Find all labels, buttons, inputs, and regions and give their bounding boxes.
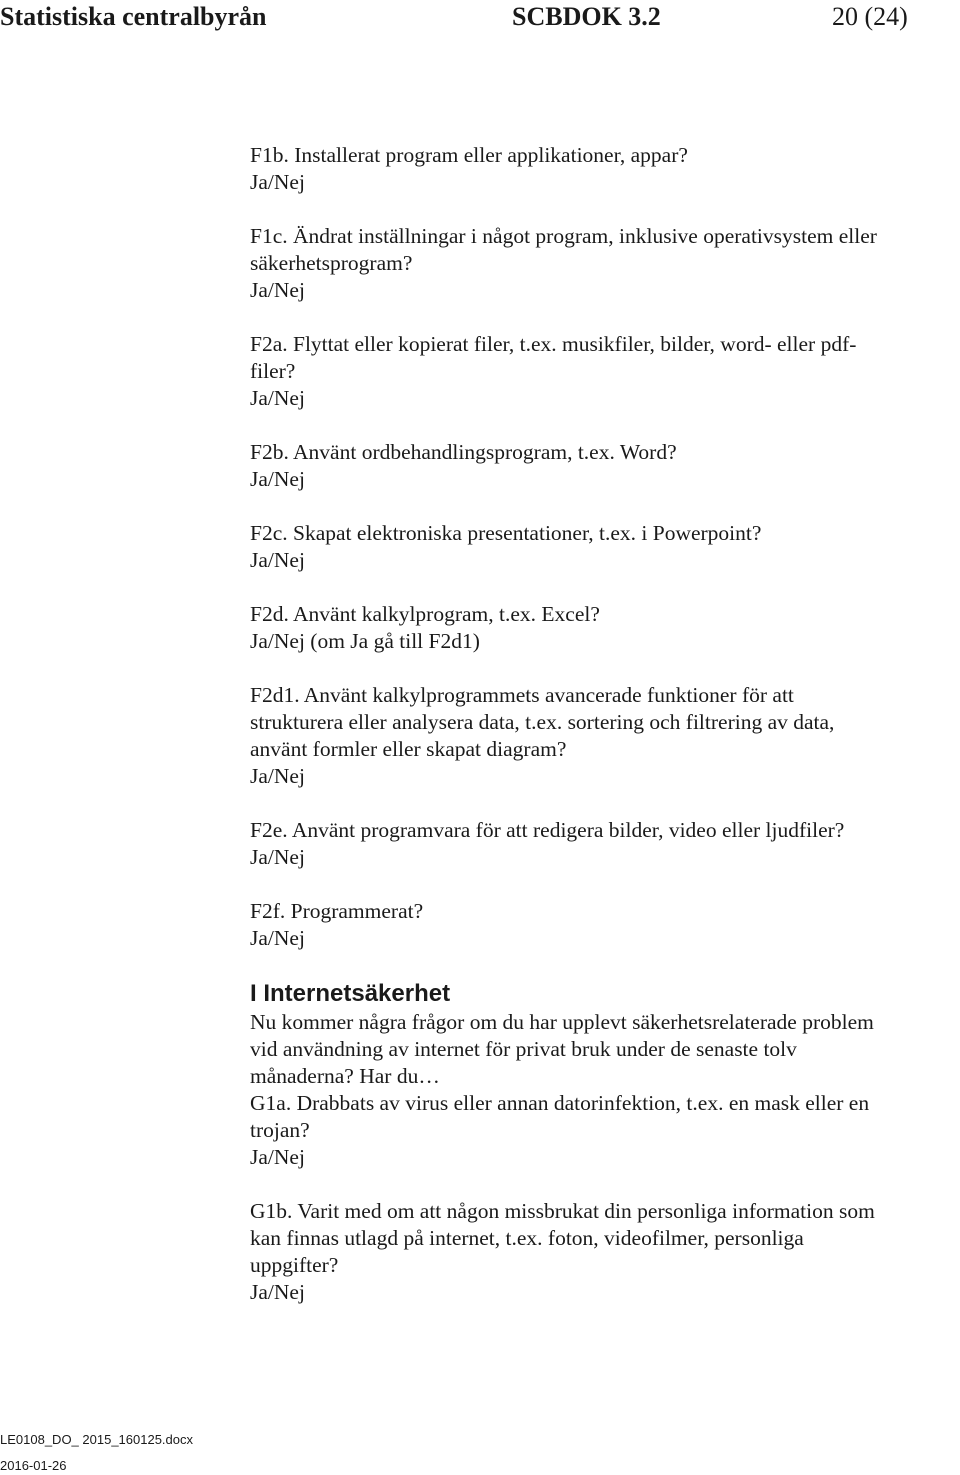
question-text: F2f. Programmerat? — [250, 899, 424, 923]
question-text: F2e. Använt programvara för att redigera bilder, video eller ljudfiler? — [250, 818, 845, 842]
answer-options: Ja/Nej — [250, 467, 305, 491]
section-question-list — [250, 1090, 950, 1306]
question-text: F1b. Installerat program eller applikationer, appar? — [250, 143, 688, 167]
footer-filename: LE0108_DO_ 2015_160125.docx — [0, 1432, 193, 1447]
org-name: Statistiska centralbyrån — [0, 2, 267, 31]
question-text: F1c. Ändrat inställningar i något program, inklusive operativsystem eller — [250, 224, 877, 248]
question-item — [250, 1090, 950, 1171]
answer-options: Ja/Nej — [250, 926, 305, 950]
question-text: F2d. Använt kalkylprogram, t.ex. Excel? — [250, 602, 600, 626]
answer-options: Ja/Nej — [250, 845, 305, 869]
section-intro — [250, 1009, 950, 1090]
question-text: G1a. Drabbats av virus eller annan datorinfektion, t.ex. en mask eller en — [250, 1091, 870, 1115]
question-item — [250, 439, 950, 493]
document-id: SCBDOK 3.2 — [512, 2, 661, 31]
question-text: filer? — [250, 359, 296, 383]
question-item — [250, 331, 950, 412]
question-text: F2c. Skapat elektroniska presentationer, t.ex. i Powerpoint? — [250, 521, 762, 545]
answer-options: Ja/Nej — [250, 764, 305, 788]
question-text: strukturera eller analysera data, t.ex. sortering och filtrering av data, — [250, 710, 835, 734]
question-item — [250, 1198, 950, 1306]
intro-text: Nu kommer några frågor om du har upplevt säkerhetsrelaterade problem — [250, 1010, 874, 1034]
question-text: G1b. Varit med om att någon missbrukat din personliga information som — [250, 1199, 875, 1223]
question-item — [250, 520, 950, 574]
intro-text: månaderna? Har du… — [250, 1064, 440, 1088]
footer-date: 2016-01-26 — [0, 1458, 67, 1473]
question-list — [250, 142, 950, 952]
question-text: F2b. Använt ordbehandlingsprogram, t.ex. Word? — [250, 440, 677, 464]
answer-options: Ja/Nej (om Ja gå till F2d1) — [250, 629, 480, 653]
question-text: använt formler eller skapat diagram? — [250, 737, 567, 761]
question-item — [250, 817, 950, 871]
page-number: 20 (24) — [832, 2, 908, 31]
section-title: I Internetsäkerhet — [250, 980, 451, 1007]
question-text: uppgifter? — [250, 1253, 339, 1277]
question-item — [250, 601, 950, 655]
question-text: trojan? — [250, 1118, 310, 1142]
question-text: säkerhetsprogram? — [250, 251, 413, 275]
question-item — [250, 898, 950, 952]
answer-options: Ja/Nej — [250, 170, 305, 194]
intro-text: vid användning av internet för privat bruk under de senaste tolv — [250, 1037, 797, 1061]
questionnaire-body — [250, 142, 950, 1333]
answer-options: Ja/Nej — [250, 278, 305, 302]
answer-options: Ja/Nej — [250, 548, 305, 572]
question-text: F2d1. Använt kalkylprogrammets avancerade funktioner för att — [250, 683, 794, 707]
question-item — [250, 142, 950, 196]
question-text: kan finnas utlagd på internet, t.ex. foton, videofilmer, personliga — [250, 1226, 804, 1250]
answer-options: Ja/Nej — [250, 1280, 305, 1304]
question-text: F2a. Flyttat eller kopierat filer, t.ex. musikfiler, bilder, word- eller pdf- — [250, 332, 857, 356]
answer-options: Ja/Nej — [250, 1145, 305, 1169]
answer-options: Ja/Nej — [250, 386, 305, 410]
question-item — [250, 223, 950, 304]
question-item — [250, 682, 950, 790]
